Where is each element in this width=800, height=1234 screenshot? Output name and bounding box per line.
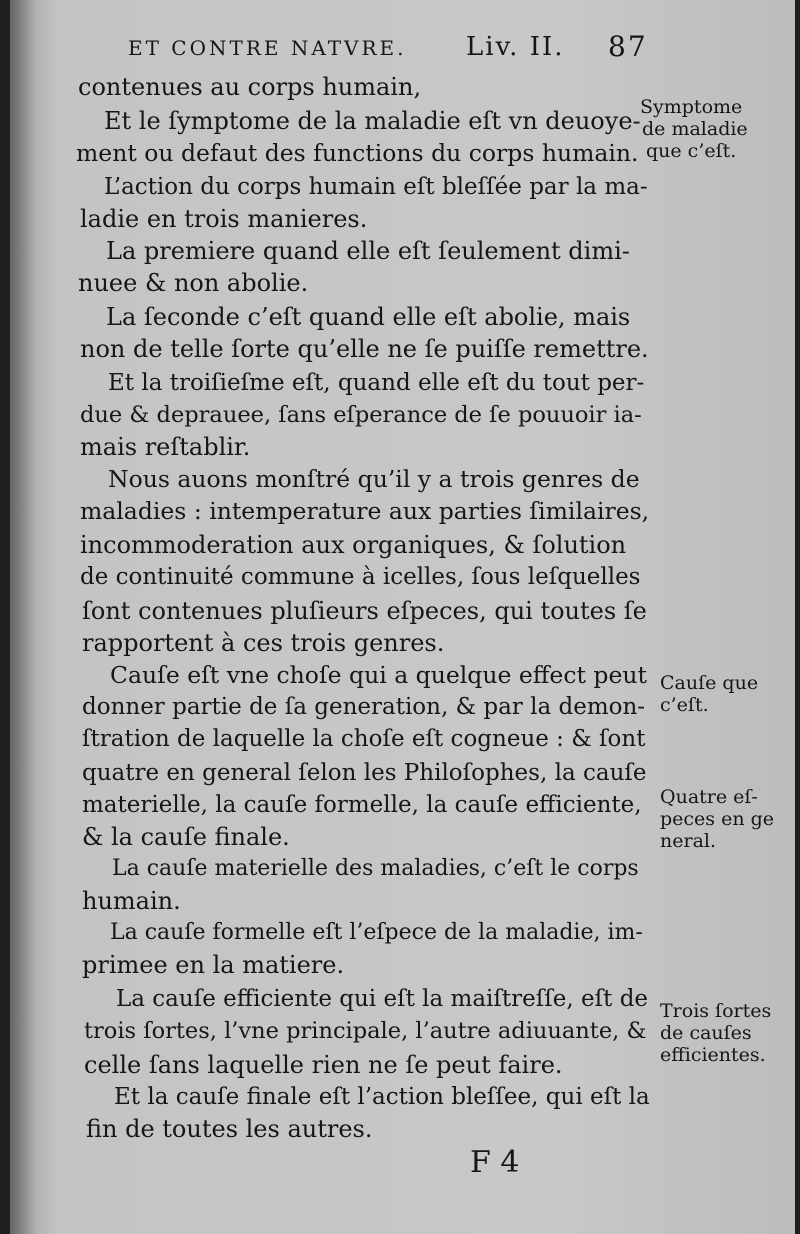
margin-note-line: de maladie: [642, 118, 748, 140]
text-line: Et la cauſe finale eſt l’action bleſſee, qui eſt la: [114, 1084, 650, 1110]
margin-note-line: c’eſt.: [660, 694, 709, 716]
text-line: & la cauſe finale.: [82, 823, 290, 851]
text-line: humain.: [82, 887, 181, 915]
text-line: materielle, la cauſe formelle, la cauſe efficiente,: [82, 792, 642, 818]
text-line: de continuité commune à icelles, ſous leſquelles: [80, 564, 641, 590]
margin-note-line: Trois ſortes: [660, 1000, 772, 1022]
text-line: quatre en general ſelon les Philoſophes, la cauſe: [82, 760, 647, 786]
text-line: fin de toutes les autres.: [86, 1115, 373, 1143]
margin-note-quatre: [660, 786, 774, 852]
margin-note-symptome: [640, 96, 748, 162]
text-line: maladies : intemperature aux parties ſimilaires,: [80, 497, 650, 525]
margin-note-line: neral.: [660, 830, 717, 852]
text-line: Cauſe eſt vne choſe qui a quelque effect peut: [110, 661, 647, 689]
book-page: [10, 0, 795, 1234]
text-line: Et la troiſieſme eſt, quand elle eſt du tout per-: [108, 370, 645, 396]
margin-note-line: de cauſes: [660, 1022, 752, 1044]
text-line: ſtration de laquelle la choſe eſt cogneue : & ſont: [82, 726, 646, 752]
text-line: ſont contenues pluſieurs eſpeces, qui toutes ſe: [82, 597, 647, 625]
text-line: rapportent à ces trois genres.: [82, 629, 445, 657]
margin-note-line: Symptome: [640, 96, 743, 118]
binding-shadow: [10, 0, 36, 1234]
text-line: trois ſortes, l’vne principale, l’autre adiuuante, &: [84, 1018, 647, 1044]
text-line: due & deprauee, ſans eſperance de ſe pouuoir ia-: [80, 402, 642, 428]
text-line: ladie en trois manieres.: [80, 205, 368, 233]
book-number: Liv. II.: [466, 32, 565, 62]
margin-note-line: efficientes.: [660, 1044, 766, 1066]
text-line: La premiere quand elle eſt ſeulement dimi-: [106, 237, 630, 265]
text-line: La cauſe efficiente qui eſt la maiſtreſſe, eſt de: [116, 986, 649, 1012]
text-line: L’action du corps humain eſt bleſſée par la ma-: [104, 174, 648, 200]
text-line: La ſeconde c’eſt quand elle eſt abolie, mais: [106, 303, 631, 331]
running-title: ET CONTRE NATVRE.: [128, 36, 407, 60]
text-line: nuee & non abolie.: [78, 269, 309, 297]
page-number: 87: [608, 30, 648, 63]
margin-note-line: Cauſe que: [660, 672, 759, 694]
running-header: [128, 32, 648, 72]
text-line: non de telle ſorte qu’elle ne ſe puiſſe remettre.: [80, 335, 649, 363]
signature-mark: F 4: [470, 1145, 520, 1180]
margin-note-trois-sortes: [660, 1000, 771, 1066]
text-line: celle ſans laquelle rien ne ſe peut faire.: [84, 1051, 563, 1079]
text-line: incommoderation aux organiques, & ſolution: [80, 531, 627, 559]
text-line: La cauſe materielle des maladies, c’eſt le corps: [112, 856, 639, 881]
text-line: contenues au corps humain,: [78, 73, 422, 101]
text-line: donner partie de ſa generation, & par la demon-: [82, 694, 646, 720]
margin-note-cause: [660, 672, 758, 716]
margin-note-line: Quatre eſ-: [660, 786, 758, 808]
text-line: La cauſe formelle eſt l’eſpece de la maladie, im-: [110, 920, 643, 945]
text-line: Nous auons monſtré qu’il y a trois genres de: [108, 465, 640, 493]
margin-note-line: que c’eſt.: [646, 140, 737, 162]
text-line: Et le ſymptome de la maladie eſt vn deuoye-: [104, 107, 641, 135]
text-line: primee en la matiere.: [82, 951, 345, 979]
margin-note-line: peces en ge: [660, 808, 775, 830]
text-line: mais reſtablir.: [80, 433, 251, 461]
text-line: ment ou defaut des functions du corps humain.: [76, 139, 639, 167]
